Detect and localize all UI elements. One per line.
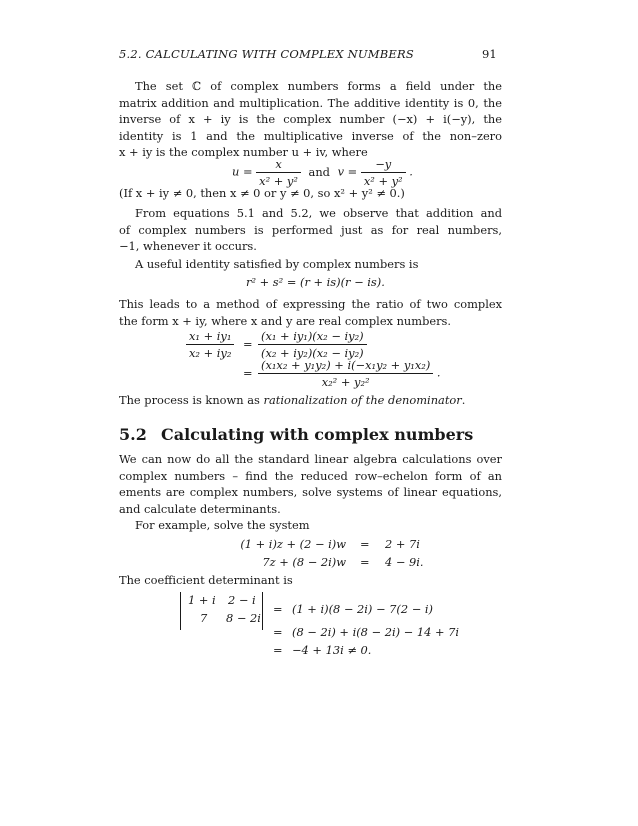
u-fraction — [256, 157, 301, 188]
rationalization-prefix: The process is known as — [119, 393, 264, 407]
text-line: The coefficient determinant is — [119, 573, 293, 587]
ratio-rhs-1 — [258, 329, 367, 360]
ratio-rhs2-denominator: x₂² + y₂² — [321, 375, 370, 389]
system-row-1-lhs: (1 + i)z + (2 − i)w — [240, 537, 346, 551]
ratio-rhs1-denominator: (x₂ + iy₂)(x₂ − iy₂) — [261, 346, 364, 360]
u-lhs: u = — [232, 164, 253, 179]
equation-u-v — [232, 157, 413, 188]
determinant-b: 2 − i — [228, 593, 256, 607]
text-line: The set ℂ of complex numbers forms a field under the — [135, 79, 502, 93]
text-line: and calculate determinants. — [119, 501, 281, 516]
text-line — [119, 392, 502, 409]
system-row-2-eq: = — [360, 555, 370, 569]
paragraph-ratio-intro — [119, 296, 502, 329]
system-row-1-rhs: 2 + 7i — [385, 537, 420, 551]
determinant-right-bar — [262, 592, 263, 630]
determinant-c: 7 — [200, 611, 208, 625]
determinant-a: 1 + i — [188, 593, 216, 607]
text-line: matrix addition and multiplication. The additive identity is 0, the — [119, 95, 502, 110]
ratio-rhs2-numerator: (x₁x₂ + y₁y₂) + i(−x₁y₂ + y₁x₂) — [258, 358, 433, 374]
text-line: identity is 1 and the multiplicative inverse of the non–zero — [119, 128, 502, 143]
text-line: We can now do all the standard linear algebra calculations over — [119, 452, 502, 466]
ratio-rhs2-fraction — [258, 358, 433, 389]
paragraph-field-definition — [119, 78, 502, 161]
text-line: (If x + iy ≠ 0, then x ≠ 0 or y ≠ 0, so x² + y² ≠ 0.) — [119, 186, 405, 200]
text-line: complex numbers – find the reduced row–echelon form of an — [119, 468, 502, 483]
det-step-3-eq: = — [273, 643, 283, 657]
paragraph-determinant-intro — [119, 572, 502, 589]
u-numerator: x — [256, 157, 301, 173]
section-heading — [119, 425, 473, 444]
ratio-equals-2: = — [243, 366, 253, 380]
system-row-1-eq: = — [360, 537, 370, 551]
v-numerator: −y — [361, 157, 406, 173]
text-line: −1, whenever it occurs. — [119, 239, 257, 254]
text-line: From equations 5.1 and 5.2, we observe that addition and — [135, 206, 502, 220]
ratio-equals-1: = — [243, 337, 253, 351]
text-line: A useful identity satisfied by complex numbers is — [135, 257, 419, 271]
ratio-lhs-fraction — [186, 329, 234, 360]
identity-equation: r² + s² = (r + is)(r − is). — [246, 275, 385, 289]
det-step-1-rhs: (1 + i)(8 − 2i) − 7(2 − i) — [292, 602, 433, 616]
text-line: inverse of x + iy is the complex number (−x) + i(−y), the — [119, 112, 502, 127]
v-fraction — [361, 157, 406, 188]
ratio-lhs-denominator: x₂ + iy₂ — [189, 346, 232, 360]
equation-end: . — [409, 164, 413, 179]
text-line: of complex numbers is performed just as for real numbers, — [119, 222, 502, 237]
determinant-left-bar — [180, 592, 181, 630]
ratio-rhs-2 — [258, 358, 441, 389]
ratio-lhs — [186, 329, 234, 360]
det-step-2-rhs: (8 − 2i) + i(8 − 2i) − 14 + 7i — [292, 625, 460, 639]
paragraph-identity-intro — [119, 256, 502, 273]
paragraph-linear-algebra — [119, 451, 502, 517]
ratio-lhs-numerator: x₁ + iy₁ — [186, 329, 234, 345]
system-row-2-lhs: 7z + (8 − 2i)w — [262, 555, 346, 569]
page-number: 91 — [482, 47, 497, 61]
rationalization-suffix: . — [461, 393, 466, 407]
det-step-1-eq: = — [273, 602, 283, 616]
text-line: ements are complex numbers, solve systems of linear equations, — [119, 485, 502, 500]
system-row-2-rhs: 4 − 9i. — [385, 555, 424, 569]
u-denominator: x² + y² — [259, 174, 298, 188]
text-line: This leads to a method of expressing the ratio of two complex — [119, 297, 502, 311]
det-step-2-eq: = — [273, 625, 283, 639]
ratio-rhs1-numerator: (x₁ + iy₁)(x₂ − iy₂) — [258, 329, 367, 345]
v-lhs: v = — [337, 164, 358, 179]
and-word: and — [308, 164, 330, 179]
ratio-end: . — [436, 365, 441, 380]
rationalization-term: rationalization of the denominator — [263, 393, 462, 407]
paragraph-note — [119, 185, 502, 202]
paragraph-rationalization — [119, 392, 502, 409]
text-line: x + iy is the complex number u + iv, where — [119, 145, 368, 160]
v-denominator: x² + y² — [363, 174, 403, 188]
running-header: 5.2. CALCULATING WITH COMPLEX NUMBERS — [119, 47, 414, 61]
section-title: Calculating with complex numbers — [161, 425, 474, 444]
paragraph-example — [119, 517, 502, 534]
determinant-matrix — [180, 592, 266, 630]
text-line: the form x + iy, where x and y are real complex numbers. — [119, 313, 452, 328]
section-number: 5.2 — [119, 425, 147, 444]
determinant-d: 8 − 2i — [226, 611, 261, 625]
paragraph-operations — [119, 205, 502, 255]
det-step-3-rhs: −4 + 13i ≠ 0. — [292, 643, 372, 657]
ratio-rhs1-fraction — [258, 329, 367, 360]
text-line: For example, solve the system — [135, 518, 310, 532]
